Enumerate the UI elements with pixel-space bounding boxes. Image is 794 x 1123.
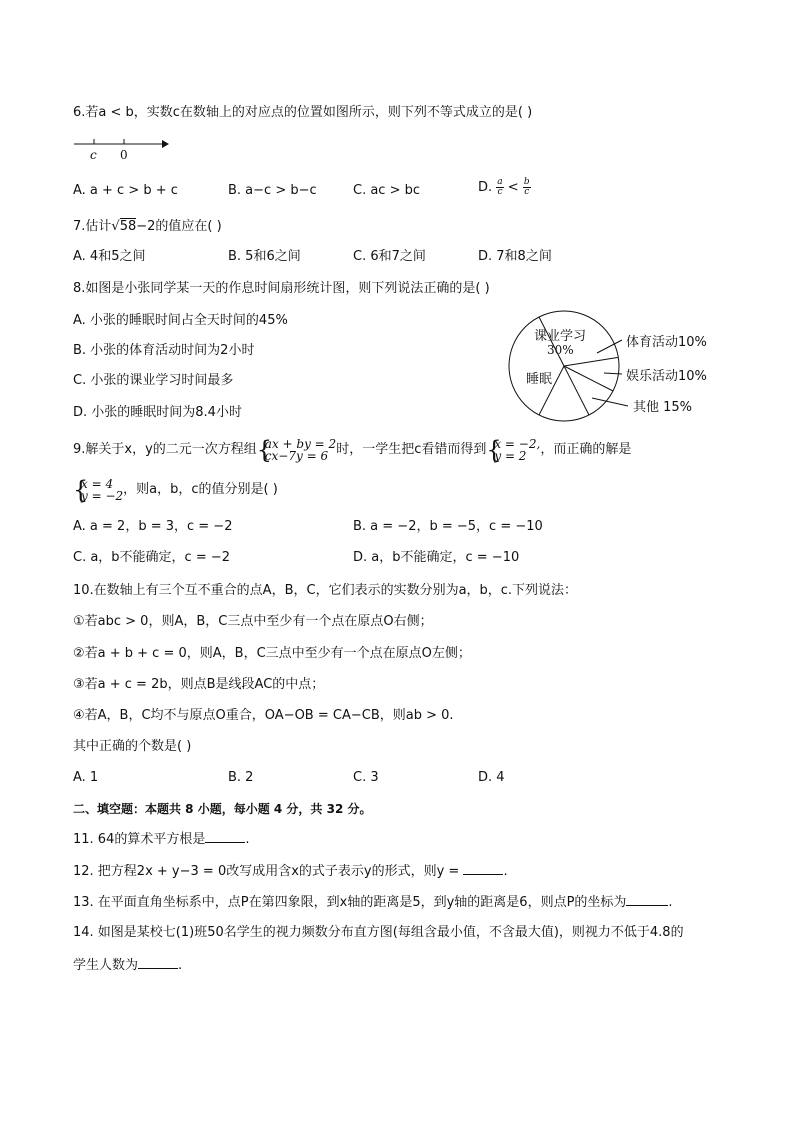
q8-option-a: A. 小张的睡眠时间占全天时间的45%: [73, 313, 288, 328]
pie-slice-boundary-1: [564, 357, 618, 366]
q9-stem: 9.解关于x，y的二元一次方程组 { ax + by = 2 cx−7y = 6 时，一学生把c看错而得到 { x = −2, y = 2 ，而正确的解是: [73, 435, 632, 464]
pie-slice-boundary-2: [564, 366, 613, 391]
q12: 12. 把方程2x + y−3 = 0改写成用含x的式子表示y的形式，则y = .: [73, 864, 508, 879]
equation-system-3: { x = 4 y = −2: [73, 475, 124, 504]
q10-option-a: A. 1: [73, 770, 99, 785]
pie-label-entertainment: 娱乐活动10%: [626, 369, 707, 384]
q9-option-c: C. a，b不能确定，c = −2: [73, 550, 231, 565]
q10-item-4: ④若A，B，C均不与原点O重合，OA−OB = CA−CB，则ab > 0.: [73, 708, 454, 723]
number-line: [72, 134, 172, 164]
q9-option-a: A. a = 2，b = 3，c = −2: [73, 519, 233, 534]
q10-item-3: ③若a + c = 2b，则点B是线段AC的中点；: [73, 677, 325, 692]
q8-option-d: D. 小张的睡眠时间为8.4小时: [73, 405, 242, 420]
frac-a-over-c: $\frac{a}{c}$: [497, 177, 503, 197]
pie-label-study-pct: 30%: [547, 343, 574, 357]
q8-option-b: B. 小张的体育活动时间为2小时: [73, 343, 255, 358]
q7-option-c: C. 6和7之间: [353, 249, 426, 264]
q8-stem: 8.如图是小张同学某一天的作息时间扇形统计图，则下列说法正确的是( ): [73, 281, 490, 296]
answer-blank-12: [463, 862, 503, 875]
q14-line2: 学生人数为 .: [73, 958, 183, 973]
answer-blank-11: [205, 830, 245, 843]
equation-system-2: { x = −2, y = 2: [486, 435, 541, 464]
q10-option-b: B. 2: [228, 770, 254, 785]
q13: 13. 在平面直角坐标系中，点P在第四象限，到x轴的距离是5，到y轴的距离是6，则点P的坐标为 .: [73, 895, 673, 910]
q7-option-d: D. 7和8之间: [478, 249, 552, 264]
pie-label-sports: 体育活动10%: [626, 335, 707, 350]
sqrt-sign: √: [111, 219, 120, 234]
q8-option-c: C. 小张的课业学习时间最多: [73, 373, 234, 388]
q9-option-b: B. a = −2，b = −5，c = −10: [353, 519, 543, 534]
q10-stem: 10.在数轴上有三个互不重合的点A，B，C，它们表示的实数分别为a，b，c.下列说法：: [73, 583, 578, 598]
axis-label-c: c: [90, 148, 97, 162]
answer-blank-13: [626, 893, 668, 906]
axis-label-0: 0: [120, 148, 128, 162]
q7-option-a: A. 4和5之间: [73, 249, 146, 264]
pie-label-sleep: 睡眠: [526, 372, 553, 387]
q10-item-1: ①若abc > 0，则A，B，C三点中至少有一个点在原点O右侧；: [73, 614, 433, 629]
q10-option-c: C. 3: [353, 770, 379, 785]
q6-option-a: A. a + c > b + c: [73, 183, 178, 198]
pie-label-study: 课业学习: [534, 329, 587, 344]
q10-question: 其中正确的个数是( ): [73, 739, 192, 754]
q6-option-d: D. $\frac{a}{c}$ < $\frac{b}{c}$: [478, 177, 530, 197]
section-heading: 二、填空题：本题共 8 小题，每小题 4 分，共 32 分。: [73, 802, 372, 816]
pie-chart: [500, 310, 740, 426]
q14-line1: 14. 如图是某校七(1)班50名学生的视力频数分布直方图(每组含最小值，不含最大值)，则视力不低于4.8的: [73, 925, 684, 940]
q6-option-c: C. ac > bc: [353, 183, 421, 198]
q9-stem-cont: { x = 4 y = −2 ，则a，b，c的值分别是( ): [73, 475, 278, 504]
q10-item-2: ②若a + b + c = 0，则A，B，C三点中至少有一个点在原点O左侧；: [73, 646, 471, 661]
pie-slice-boundary-3: [564, 366, 589, 415]
q7-option-b: B. 5和6之间: [228, 249, 301, 264]
q6-option-b: B. a−c > b−c: [228, 183, 317, 198]
q7-stem: 7.估计√58−2的值应在( ): [73, 219, 222, 234]
frac-b-over-c: $\frac{b}{c}$: [523, 177, 530, 197]
q9-option-d: D. a，b不能确定，c = −10: [353, 550, 520, 565]
answer-blank-14: [138, 956, 178, 969]
equation-system-1: { ax + by = 2 cx−7y = 6: [256, 435, 337, 464]
q10-option-d: D. 4: [478, 770, 505, 785]
q11: 11. 64的算术平方根是 .: [73, 832, 250, 847]
q6-stem: 6.若a < b，实数c在数轴上的对应点的位置如图所示，则下列不等式成立的是( ): [73, 105, 533, 120]
pie-label-other: 其他 15%: [633, 400, 693, 415]
